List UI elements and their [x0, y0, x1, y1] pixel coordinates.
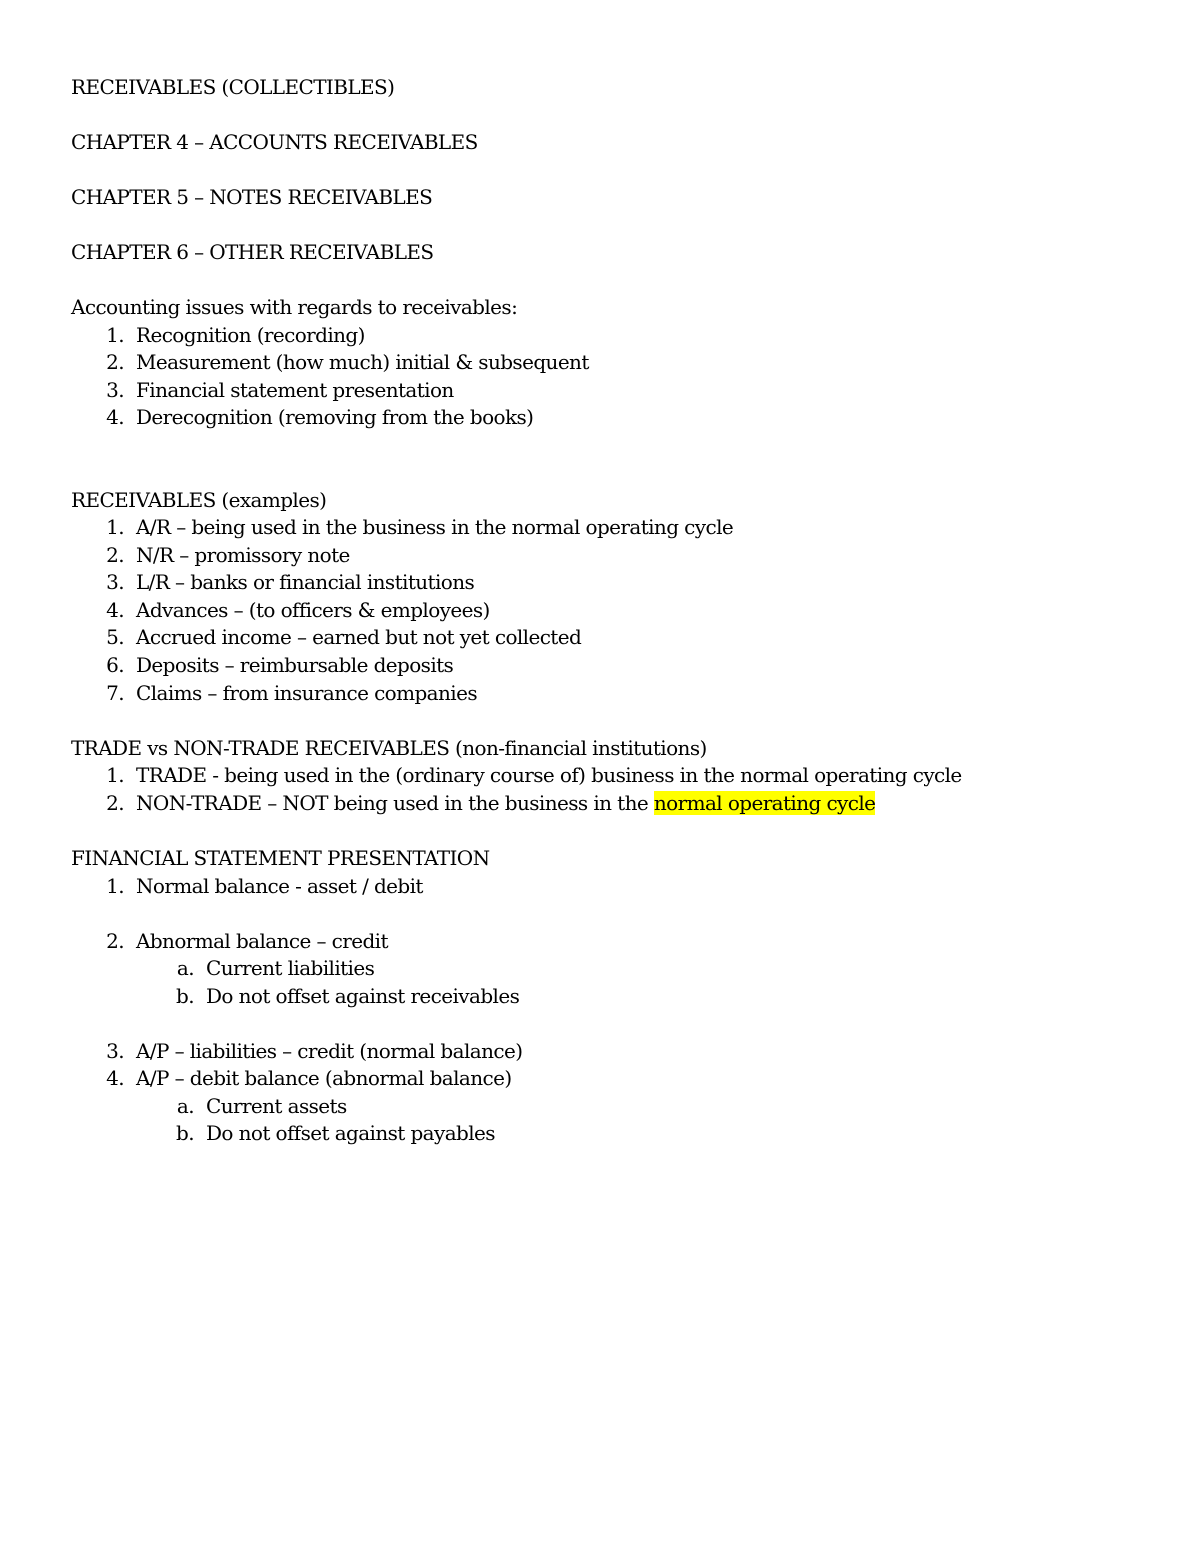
list-number: 4.: [106, 1066, 124, 1090]
list-number: 2.: [106, 791, 124, 815]
list-text: Advances – (to officers & employees): [136, 598, 490, 622]
list-text: L/R – banks or financial institutions: [136, 570, 475, 594]
list-text: TRADE - being used in the (ordinary course of) business in the normal operating cycle: [136, 763, 962, 787]
document-title: RECEIVABLES (COLLECTIBLES): [71, 75, 395, 99]
list-number: 1.: [106, 874, 124, 898]
list-number: 5.: [106, 625, 124, 649]
list-number: 3.: [106, 1039, 124, 1063]
list-number: 1.: [106, 763, 124, 787]
issues-heading: Accounting issues with regards to receivables:: [71, 295, 518, 319]
list-text: Claims – from insurance companies: [136, 681, 477, 705]
list-text-plain: NON-TRADE – NOT being used in the business in the: [136, 791, 654, 815]
chapter-4-heading: CHAPTER 4 – ACCOUNTS RECEIVABLES: [71, 130, 478, 154]
list-text: Abnormal balance – credit: [136, 929, 388, 953]
list-text: Accrued income – earned but not yet collected: [136, 625, 582, 649]
list-letter: a.: [176, 956, 194, 980]
chapter-5-heading: CHAPTER 5 – NOTES RECEIVABLES: [71, 185, 433, 209]
list-letter: b.: [176, 984, 194, 1008]
list-text: [136, 791, 875, 815]
list-text: N/R – promissory note: [136, 543, 350, 567]
list-number: 3.: [106, 570, 124, 594]
list-text: Recognition (recording): [136, 323, 365, 347]
list-text: Deposits – reimbursable deposits: [136, 653, 454, 677]
list-letter: b.: [176, 1121, 194, 1145]
list-number: 2.: [106, 543, 124, 567]
list-text: A/P – liabilities – credit (normal balance): [136, 1039, 523, 1063]
list-number: 1.: [106, 515, 124, 539]
list-number: 1.: [106, 323, 124, 347]
list-text: Normal balance - asset / debit: [136, 874, 423, 898]
list-number: 2.: [106, 350, 124, 374]
list-text: Derecognition (removing from the books): [136, 405, 534, 429]
highlighted-text: normal operating cycle: [653, 791, 876, 815]
list-number: 4.: [106, 598, 124, 622]
trade-heading: TRADE vs NON-TRADE RECEIVABLES (non-financial institutions): [71, 736, 707, 760]
list-letter: a.: [176, 1094, 194, 1118]
list-text: Financial statement presentation: [136, 378, 454, 402]
list-number: 2.: [106, 929, 124, 953]
chapter-6-heading: CHAPTER 6 – OTHER RECEIVABLES: [71, 240, 434, 264]
list-text: Do not offset against receivables: [206, 984, 520, 1008]
presentation-heading: FINANCIAL STATEMENT PRESENTATION: [71, 846, 490, 870]
examples-heading: RECEIVABLES (examples): [71, 488, 327, 512]
list-text: A/P – debit balance (abnormal balance): [136, 1066, 512, 1090]
list-number: 3.: [106, 378, 124, 402]
list-text: A/R – being used in the business in the normal operating cycle: [136, 515, 734, 539]
list-text: Current liabilities: [206, 956, 375, 980]
list-text: Current assets: [206, 1094, 347, 1118]
list-text: Measurement (how much) initial & subsequent: [136, 350, 589, 374]
list-number: 7.: [106, 681, 124, 705]
list-number: 6.: [106, 653, 124, 677]
list-number: 4.: [106, 405, 124, 429]
list-text: Do not offset against payables: [206, 1121, 495, 1145]
